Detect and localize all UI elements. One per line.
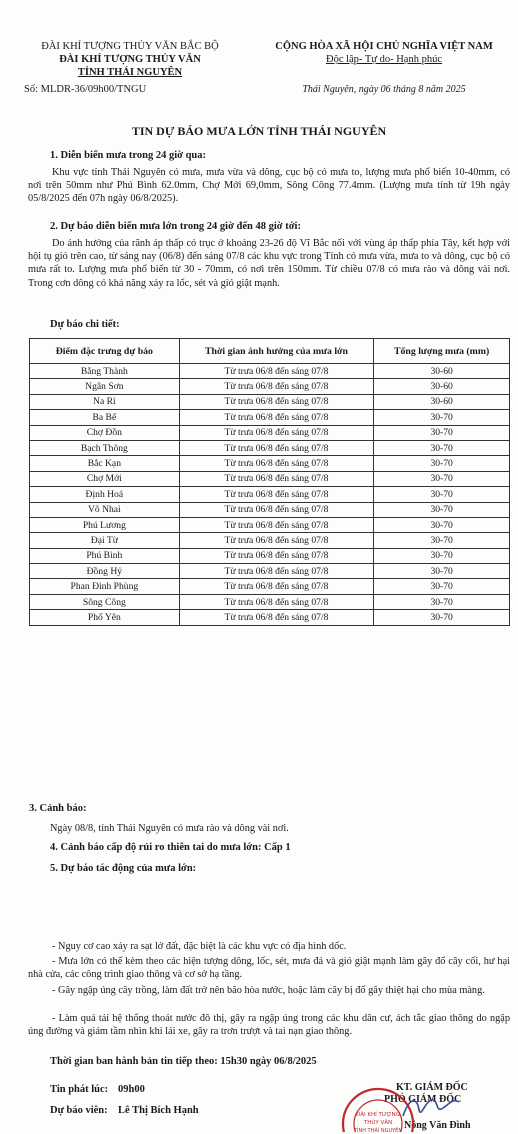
- rainfall-total-cell: 30-70: [374, 471, 510, 486]
- column-header: Tổng lượng mưa (mm): [374, 339, 510, 364]
- forecast-table: [29, 338, 510, 626]
- time-window-cell: Từ trưa 06/8 đến sáng 07/8: [179, 533, 374, 548]
- station-cell: Phú Lương: [30, 517, 180, 532]
- rainfall-total-cell: 30-70: [374, 487, 510, 502]
- time-window-cell: Từ trưa 06/8 đến sáng 07/8: [179, 579, 374, 594]
- signature-icon: [395, 1092, 465, 1122]
- table-row: [30, 440, 510, 455]
- rainfall-total-cell: 30-60: [374, 394, 510, 409]
- issuing-agency-block: [0, 40, 260, 96]
- agency-province: TỈNH THÁI NGUYÊN: [77, 67, 183, 78]
- rainfall-total-cell: 30-70: [374, 548, 510, 563]
- document-title: TIN DỰ BÁO MƯA LỚN TỈNH THÁI NGUYÊN: [131, 124, 387, 138]
- handwritten-signature: [395, 1092, 465, 1122]
- time-window-cell: Từ trưa 06/8 đến sáng 07/8: [179, 425, 374, 440]
- signature-title-1: KT. GIÁM ĐỐC: [396, 1082, 468, 1093]
- rainfall-total-cell: 30-70: [374, 440, 510, 455]
- time-window-cell: Từ trưa 06/8 đến sáng 07/8: [179, 456, 374, 471]
- national-title: CỘNG HÒA XÃ HỘI CHỦ NGHĨA VIỆT NAM: [275, 41, 493, 52]
- time-window-cell: Từ trưa 06/8 đến sáng 07/8: [179, 517, 374, 532]
- impact-item: - Nguy cơ cao xảy ra sạt lở đất, đặc biệt là các khu vực có địa hình dốc.: [52, 941, 347, 952]
- svg-text:THỦY VĂN: THỦY VĂN: [363, 1120, 393, 1126]
- section-2-heading: 2. Dự báo diễn biến mưa lớn trong 24 giờ đến 48 giờ tới:: [50, 221, 301, 232]
- table-row: [30, 471, 510, 486]
- time-window-cell: Từ trưa 06/8 đến sáng 07/8: [179, 548, 374, 563]
- table-row: [30, 394, 510, 409]
- detail-forecast-heading: Dự báo chi tiết:: [50, 319, 120, 330]
- time-window-cell: Từ trưa 06/8 đến sáng 07/8: [179, 564, 374, 579]
- table-row: [30, 548, 510, 563]
- rainfall-total-cell: 30-60: [374, 379, 510, 394]
- table-row: [30, 456, 510, 471]
- time-window-cell: Từ trưa 06/8 đến sáng 07/8: [179, 610, 374, 625]
- rainfall-total-cell: 30-60: [374, 364, 510, 379]
- time-window-cell: Từ trưa 06/8 đến sáng 07/8: [179, 471, 374, 486]
- rainfall-total-cell: 30-70: [374, 410, 510, 425]
- national-header-block: [250, 40, 518, 96]
- section-2-body: Do ảnh hưởng của rãnh áp thấp có trục ở khoảng 23-26 độ Vĩ Bắc nối với vùng áp thấp phía Tây, kết hợp với hội tụ gió trên cao, từ sáng nay (06/8) đến sáng 07/8 các khu vực trong Tỉnh có mưa vừa, mưa to và dông, cục bộ có mưa rất to. Lượng mưa phổ biến từ 30 - 70mm, có nơi trên 150mm. Từ chiều 07/8 có mưa rào và dông vài nơi. Trong cơn dông có khả năng xảy ra lốc, sét và gió giật mạnh.: [28, 238, 510, 289]
- signer-name: Nông Văn Đình: [404, 1120, 471, 1131]
- document-number: Số: MLDR-36/09h00/TNGU: [24, 84, 147, 95]
- table-row: [30, 379, 510, 394]
- time-window-cell: Từ trưa 06/8 đến sáng 07/8: [179, 394, 374, 409]
- table-row: [30, 410, 510, 425]
- section-5-heading: 5. Dự báo tác động của mưa lớn:: [50, 863, 197, 874]
- table-row: [30, 564, 510, 579]
- station-cell: Bạch Thông: [30, 440, 180, 455]
- station-cell: Phổ Yên: [30, 610, 180, 625]
- station-cell: Ba Bể: [30, 410, 180, 425]
- issued-time: 09h00: [118, 1084, 145, 1095]
- rainfall-total-cell: 30-70: [374, 579, 510, 594]
- time-window-cell: Từ trưa 06/8 đến sáng 07/8: [179, 440, 374, 455]
- column-header: Thời gian ảnh hưởng của mưa lớn: [179, 339, 374, 364]
- impact-item: - Mưa lớn có thể kèm theo các hiện tượng dông, lốc, sét, mưa đá và gió giật mạnh làm gãy đổ cây cối, hư hại nhà cửa, các công trình giao thông và cơ sở hạ tầng.: [28, 956, 510, 981]
- time-window-cell: Từ trưa 06/8 đến sáng 07/8: [179, 502, 374, 517]
- time-window-cell: Từ trưa 06/8 đến sáng 07/8: [179, 364, 374, 379]
- table-row: [30, 579, 510, 594]
- table-row: [30, 610, 510, 625]
- time-window-cell: Từ trưa 06/8 đến sáng 07/8: [179, 487, 374, 502]
- impact-item: - Làm quá tải hệ thống thoát nước đô thị, gây ra ngập úng trong các khu dân cư, ách tắc giao thông do ngập úng đường và giảm tầm nhìn khi lái xe, gây ra trơn trượt và tai nạn giao thông.: [28, 1013, 510, 1038]
- section-1-heading: 1. Diễn biến mưa trong 24 giờ qua:: [50, 150, 207, 161]
- signature-title-2: PHÓ GIÁM ĐỐC: [384, 1094, 462, 1105]
- station-cell: Bằng Thành: [30, 364, 180, 379]
- station-cell: Bắc Kạn: [30, 456, 180, 471]
- national-motto: Độc lập- Tự do- Hạnh phúc: [325, 54, 442, 65]
- next-issue-time: Thời gian ban hành bản tin tiếp theo: 15h30 ngày 06/8/2025: [50, 1056, 317, 1067]
- forecaster-name: Lê Thị Bích Hạnh: [118, 1105, 199, 1116]
- agency-name: ĐÀI KHÍ TƯỢNG THỦY VĂN: [59, 54, 201, 65]
- rainfall-total-cell: 30-70: [374, 502, 510, 517]
- forecaster-label: Dự báo viên:: [50, 1105, 108, 1116]
- impact-item: - Gây ngập úng cây trồng, làm đất trở nên bão hòa nước, hoặc làm cây bị đổ gây thiệt hại cho mùa màng.: [52, 985, 485, 996]
- station-cell: Sông Công: [30, 594, 180, 609]
- station-cell: Ngân Sơn: [30, 379, 180, 394]
- station-cell: Phú Bình: [30, 548, 180, 563]
- station-cell: Định Hoá: [30, 487, 180, 502]
- section-4-heading: 4. Cảnh báo cấp độ rủi ro thiên tai do mưa lớn: Cấp 1: [50, 842, 291, 853]
- station-cell: Phan Đình Phùng: [30, 579, 180, 594]
- table-row: [30, 594, 510, 609]
- rainfall-total-cell: 30-70: [374, 425, 510, 440]
- rainfall-total-cell: 30-70: [374, 594, 510, 609]
- time-window-cell: Từ trưa 06/8 đến sáng 07/8: [179, 594, 374, 609]
- station-cell: Đồng Hỷ: [30, 564, 180, 579]
- table-row: [30, 517, 510, 532]
- rainfall-total-cell: 30-70: [374, 456, 510, 471]
- station-cell: Chợ Đồn: [30, 425, 180, 440]
- station-cell: Chợ Mới: [30, 471, 180, 486]
- place-date: Thái Nguyên, ngày 06 tháng 8 năm 2025: [302, 84, 466, 95]
- table-row: [30, 502, 510, 517]
- table-row: [30, 487, 510, 502]
- rainfall-total-cell: 30-70: [374, 610, 510, 625]
- rainfall-total-cell: 30-70: [374, 533, 510, 548]
- section-3-body: Ngày 08/8, tỉnh Thái Nguyên có mưa rào và dông vài nơi.: [50, 823, 289, 834]
- svg-text:ĐÀI KHÍ TƯỢNG: ĐÀI KHÍ TƯỢNG: [356, 1112, 400, 1118]
- time-window-cell: Từ trưa 06/8 đến sáng 07/8: [179, 410, 374, 425]
- parent-agency: ĐÀI KHÍ TƯỢNG THỦY VĂN BẮC BỘ: [41, 41, 219, 52]
- time-window-cell: Từ trưa 06/8 đến sáng 07/8: [179, 379, 374, 394]
- section-1-body: Khu vực tỉnh Thái Nguyên có mưa, mưa vừa và dông, cục bộ có mưa to, lượng mưa phổ biến 10-40mm, có nơi trên 50mm như Phú Bình 62.0mm, Chợ Mới 69,0mm, Sông Công 77.4mm. (Lượng mưa tính từ 19h ngày 05/8/2025 đến 07h ngày 06/8/2025).: [28, 167, 510, 205]
- station-cell: Võ Nhai: [30, 502, 180, 517]
- svg-text:TỈNH THÁI NGUYÊN: TỈNH THÁI NGUYÊN: [353, 1128, 403, 1132]
- rainfall-total-cell: 30-70: [374, 517, 510, 532]
- table-header-row: [30, 339, 510, 364]
- rainfall-total-cell: 30-70: [374, 564, 510, 579]
- section-3-heading: 3. Cảnh báo:: [29, 803, 87, 814]
- issued-time-label: Tin phát lúc:: [50, 1084, 109, 1095]
- station-cell: Đại Từ: [30, 533, 180, 548]
- table-row: [30, 364, 510, 379]
- table-row: [30, 425, 510, 440]
- column-header: Điểm đặc trưng dự báo: [30, 339, 180, 364]
- station-cell: Na Rì: [30, 394, 180, 409]
- table-row: [30, 533, 510, 548]
